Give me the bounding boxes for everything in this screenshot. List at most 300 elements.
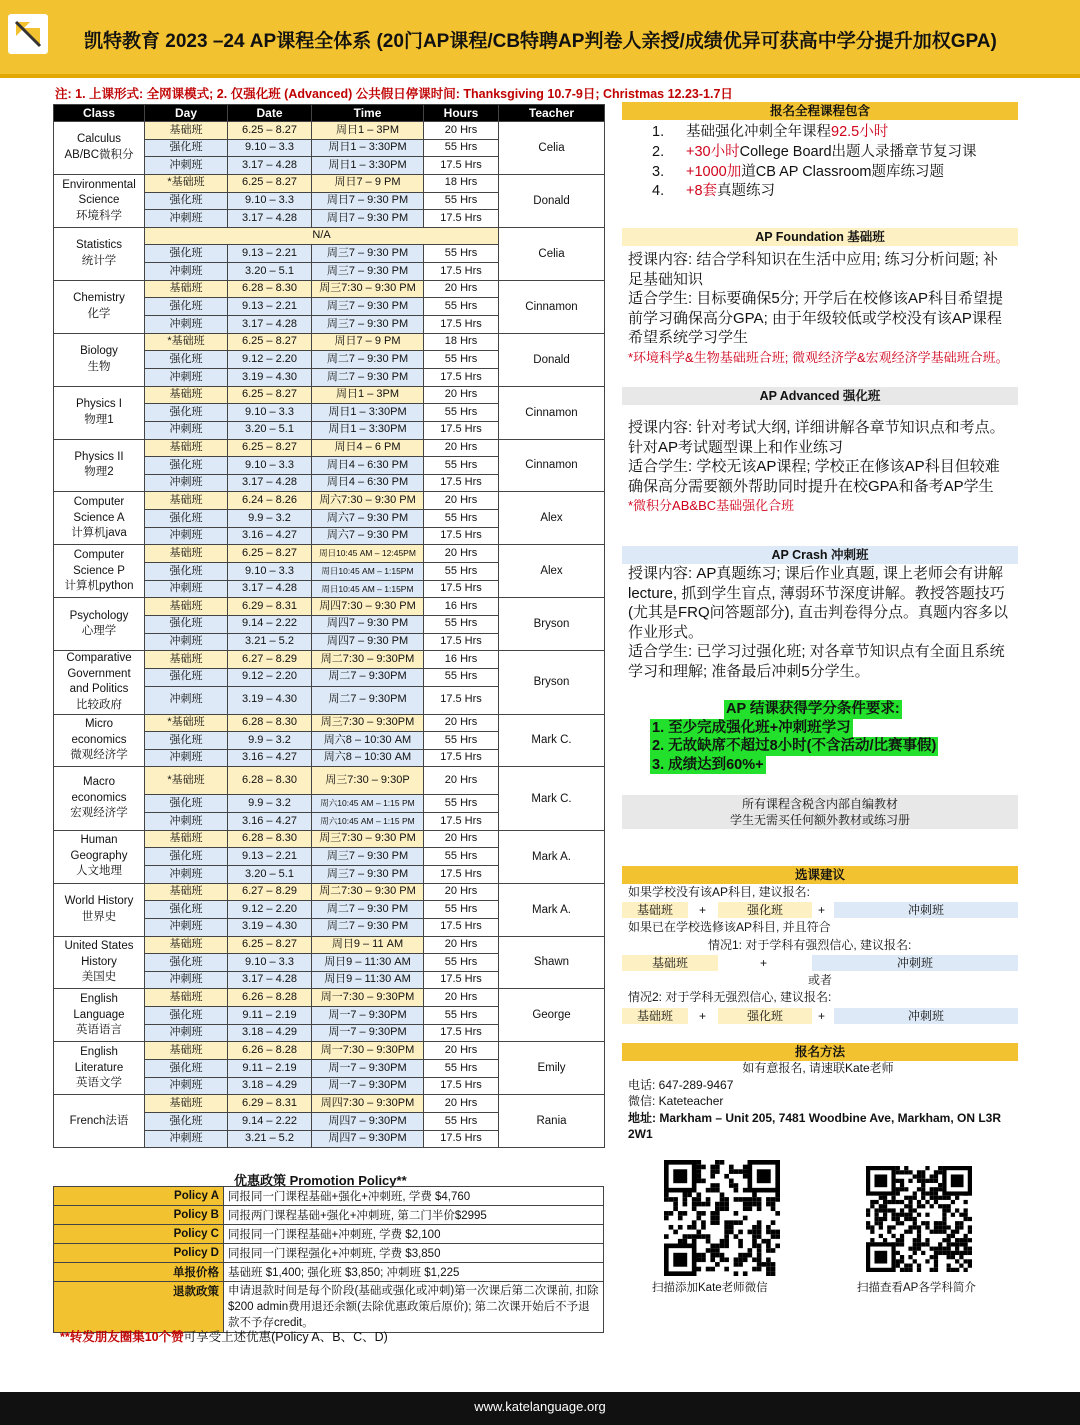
course-name-line: 计算机python bbox=[64, 580, 134, 593]
table-row bbox=[54, 227, 605, 245]
date-cell: 6.25 – 8.27 bbox=[228, 174, 312, 192]
course-name-line: 环境科学 bbox=[76, 209, 122, 222]
time-cell: 周二7 – 9:30 PM bbox=[312, 351, 424, 369]
course-name bbox=[54, 227, 145, 280]
teacher-name: Donald bbox=[499, 174, 605, 227]
hours-cell: 16 Hrs bbox=[424, 598, 499, 616]
date-cell: 6.25 – 8.27 bbox=[228, 386, 312, 404]
level-cell: 基础班 bbox=[145, 1042, 228, 1060]
date-cell: 6.28 – 8.30 bbox=[228, 767, 312, 795]
level-cell: *基础班 bbox=[145, 714, 228, 732]
hours-cell: 55 Hrs bbox=[424, 732, 499, 750]
level-cell: 基础班 bbox=[145, 883, 228, 901]
includes-item bbox=[652, 163, 977, 183]
foundation-desc bbox=[628, 250, 1012, 368]
date-cell: 9.10 – 3.3 bbox=[228, 192, 312, 210]
hours-cell: 55 Hrs bbox=[424, 1112, 499, 1130]
item-number: 1. bbox=[652, 124, 665, 140]
date-cell: 3.20 – 5.1 bbox=[228, 865, 312, 883]
hours-cell: 20 Hrs bbox=[424, 122, 499, 140]
level-cell: 冲刺班 bbox=[145, 210, 228, 228]
column-header: Class bbox=[54, 105, 145, 122]
date-cell: 6.25 – 8.27 bbox=[228, 545, 312, 563]
date-cell: 3.17 – 4.28 bbox=[228, 157, 312, 175]
level-cell: 基础班 bbox=[145, 545, 228, 563]
footer-url[interactable]: www.katelanguage.org bbox=[0, 1392, 1080, 1425]
teacher-name: Celia bbox=[499, 122, 605, 175]
foundation-fit: 适合学生: 目标要确保5分; 开学后在校修该AP科目希望提前学习确保高分GPA; 由于年级较低或学校没有该AP课程希望系统学习学生 bbox=[628, 290, 1004, 347]
hours-cell: 20 Hrs bbox=[424, 767, 499, 795]
course-name bbox=[54, 333, 145, 386]
hours-cell: 20 Hrs bbox=[424, 545, 499, 563]
level-cell: 基础班 bbox=[145, 492, 228, 510]
level-cell: 基础班 bbox=[145, 122, 228, 140]
level-cell: 强化班 bbox=[145, 1060, 228, 1078]
time-cell: 周日1 – 3:30PM bbox=[312, 139, 424, 157]
promotion-key: 退款政策 bbox=[54, 1282, 224, 1333]
teacher-name: Celia bbox=[499, 227, 605, 280]
hours-cell: 55 Hrs bbox=[424, 1060, 499, 1078]
includes-item bbox=[652, 182, 977, 202]
item-text: College Board出题人录播章节复习课 bbox=[739, 143, 977, 160]
hours-cell: 16 Hrs bbox=[424, 651, 499, 669]
time-cell: 周四7:30 – 9:30 PM bbox=[312, 598, 424, 616]
hours-cell: 17.5 Hrs bbox=[424, 865, 499, 883]
credit-requirements bbox=[650, 700, 1018, 774]
teacher-name: Cinnamon bbox=[499, 439, 605, 492]
includes-title: 报名全程课程包含 bbox=[622, 102, 1018, 120]
course-name-line: Macro bbox=[83, 776, 115, 789]
course-name-line: 世界史 bbox=[81, 910, 117, 923]
course-name-line: History bbox=[81, 955, 117, 968]
suggest-crash: 冲刺班 bbox=[834, 902, 1018, 918]
level-cell: *基础班 bbox=[145, 767, 228, 795]
time-cell: 周三7:30 – 9:30 PM bbox=[312, 830, 424, 848]
date-cell: 3.16 – 4.27 bbox=[228, 527, 312, 545]
item-highlight: 92.5小时 bbox=[831, 124, 889, 140]
hours-cell: 55 Hrs bbox=[424, 351, 499, 369]
course-name-line: 生物 bbox=[87, 360, 111, 373]
item-number: 4. bbox=[652, 183, 665, 200]
promotion-footnote-red: **转发朋友圈集10个赞 bbox=[60, 1330, 184, 1344]
item-text: 基础强化冲刺全年课程 bbox=[686, 124, 831, 140]
hours-cell: 17.5 Hrs bbox=[424, 686, 499, 714]
date-cell: 6.25 – 8.27 bbox=[228, 936, 312, 954]
time-cell: 周六7:30 – 9:30 PM bbox=[312, 492, 424, 510]
hours-cell: 17.5 Hrs bbox=[424, 263, 499, 281]
teacher-name: Cinnamon bbox=[499, 386, 605, 439]
teacher-name: Emily bbox=[499, 1042, 605, 1095]
level-cell: 冲刺班 bbox=[145, 918, 228, 936]
level-cell: 冲刺班 bbox=[145, 865, 228, 883]
level-cell: 强化班 bbox=[145, 404, 228, 422]
notice-text: 注: 1. 上课形式: 全网课模式; 2. 仅强化班 (Advanced) 公共假日停课时间: Thanksgiving 10.7-9日; Christmas 12.23-1.7日 bbox=[55, 87, 733, 101]
teacher-name: Shawn bbox=[499, 936, 605, 989]
time-cell: 周四7 – 9:30 PM bbox=[312, 633, 424, 651]
hours-cell: 17.5 Hrs bbox=[424, 1024, 499, 1042]
course-name-line: Science P bbox=[73, 564, 125, 577]
date-cell: 3.17 – 4.28 bbox=[228, 971, 312, 989]
level-cell: 冲刺班 bbox=[145, 157, 228, 175]
date-cell: 3.20 – 5.1 bbox=[228, 263, 312, 281]
date-cell: 6.29 – 8.31 bbox=[228, 1095, 312, 1113]
level-cell: 基础班 bbox=[145, 651, 228, 669]
level-cell: 冲刺班 bbox=[145, 971, 228, 989]
time-cell: 周六10:45 AM – 1:15 PM bbox=[312, 813, 424, 831]
date-cell: 6.28 – 8.30 bbox=[228, 830, 312, 848]
time-cell: 周二7 – 9:30 PM bbox=[312, 368, 424, 386]
column-header: Date bbox=[228, 105, 312, 122]
course-name-line: economics bbox=[71, 733, 127, 746]
hours-cell: 17.5 Hrs bbox=[424, 580, 499, 598]
time-cell: 周日7 – 9 PM bbox=[312, 333, 424, 351]
course-name-line: 物理1 bbox=[84, 413, 114, 426]
time-cell: 周日10:45 AM – 1:15PM bbox=[312, 563, 424, 581]
time-cell: 周二7 – 9:30PM bbox=[312, 686, 424, 714]
time-cell: 周四7 – 9:30PM bbox=[312, 1130, 424, 1148]
promotion-row bbox=[54, 1206, 604, 1225]
date-cell: 9.10 – 3.3 bbox=[228, 563, 312, 581]
table-row bbox=[54, 989, 605, 1007]
hours-cell: 55 Hrs bbox=[424, 245, 499, 263]
hours-cell: 20 Hrs bbox=[424, 1095, 499, 1113]
course-name-line: 美国史 bbox=[81, 971, 117, 984]
time-cell: 周日1 – 3:30PM bbox=[312, 157, 424, 175]
column-header: Day bbox=[145, 105, 228, 122]
date-cell: 6.26 – 8.28 bbox=[228, 989, 312, 1007]
hours-cell: 20 Hrs bbox=[424, 1042, 499, 1060]
date-cell: 3.16 – 4.27 bbox=[228, 813, 312, 831]
teacher-name: Mark A. bbox=[499, 830, 605, 883]
time-cell: 周三7:30 – 9:30P bbox=[312, 767, 424, 795]
time-cell: 周日4 – 6 PM bbox=[312, 439, 424, 457]
crash-desc bbox=[628, 564, 1012, 682]
time-cell: 周六7 – 9:30 PM bbox=[312, 527, 424, 545]
item-highlight: +1000加 bbox=[686, 163, 742, 180]
level-cell: 强化班 bbox=[145, 563, 228, 581]
includes-item bbox=[652, 143, 977, 163]
time-cell: 周日1 – 3PM bbox=[312, 386, 424, 404]
level-cell: 强化班 bbox=[145, 732, 228, 750]
suggest-advanced: 强化班 bbox=[718, 1008, 812, 1024]
time-cell: 周三7 – 9:30 PM bbox=[312, 848, 424, 866]
date-cell: 9.11 – 2.19 bbox=[228, 1060, 312, 1078]
course-name-line: Literature bbox=[74, 1061, 124, 1074]
promotion-row bbox=[54, 1225, 604, 1244]
foundation-content: 授课内容: 结合学科知识在生活中应用; 练习分析问题; 补足基础知识 bbox=[628, 251, 999, 288]
column-header: Time bbox=[312, 105, 424, 122]
course-name-line: 心理学 bbox=[81, 625, 117, 638]
course-name-line: AB/BC微积分 bbox=[64, 148, 134, 161]
time-cell: 周一7 – 9:30PM bbox=[312, 1024, 424, 1042]
table-row bbox=[54, 280, 605, 298]
time-cell: 周三7 – 9:30 PM bbox=[312, 316, 424, 334]
level-cell: 强化班 bbox=[145, 457, 228, 475]
hours-cell: 20 Hrs bbox=[424, 280, 499, 298]
table-row bbox=[54, 936, 605, 954]
hours-cell: 55 Hrs bbox=[424, 404, 499, 422]
course-name-line: United States bbox=[64, 940, 134, 953]
promotion-value: 同报两门课程基础+强化+冲刺班, 第二门半价$2995 bbox=[224, 1206, 604, 1225]
time-cell: 周三7 – 9:30 PM bbox=[312, 298, 424, 316]
qr1-caption: 扫描添加Kate老师微信 bbox=[652, 1282, 768, 1294]
time-cell: 周一7 – 9:30PM bbox=[312, 1077, 424, 1095]
contact-title: 报名方法 bbox=[622, 1043, 1018, 1061]
hours-cell: 17.5 Hrs bbox=[424, 1077, 499, 1095]
course-name bbox=[54, 714, 145, 767]
table-row bbox=[54, 1042, 605, 1060]
teacher-name: George bbox=[499, 989, 605, 1042]
advanced-title: AP Advanced 强化班 bbox=[622, 387, 1018, 405]
column-header: Hours bbox=[424, 105, 499, 122]
suggest-basic: 基础班 bbox=[622, 902, 688, 918]
hours-cell: 55 Hrs bbox=[424, 1007, 499, 1025]
hours-cell: 18 Hrs bbox=[424, 333, 499, 351]
materials-line: 学生无需买任何额外教材或练习册 bbox=[729, 813, 910, 827]
date-cell: 9.10 – 3.3 bbox=[228, 457, 312, 475]
wechat-qr-code[interactable] bbox=[664, 1160, 780, 1276]
credit-title: AP 结课获得学分条件要求: bbox=[726, 701, 900, 717]
course-name-line: economics bbox=[71, 791, 127, 804]
time-cell: 周四7 – 9:30 PM bbox=[312, 615, 424, 633]
hours-cell: 55 Hrs bbox=[424, 848, 499, 866]
credit-item: 1. 至少完成强化班+冲刺班学习 bbox=[652, 719, 851, 736]
level-cell: 基础班 bbox=[145, 280, 228, 298]
time-cell: 周一7:30 – 9:30PM bbox=[312, 989, 424, 1007]
suggestion-line: 如果学校没有该AP科目, 建议报名: bbox=[628, 885, 811, 899]
date-cell: 3.16 – 4.27 bbox=[228, 749, 312, 767]
hours-cell: 20 Hrs bbox=[424, 989, 499, 1007]
promotion-value: 同报同一门课程基础+强化+冲刺班, 学费 $4,760 bbox=[224, 1187, 604, 1206]
course-name-line: Calculus bbox=[76, 133, 122, 146]
table-row bbox=[54, 386, 605, 404]
hours-cell: 18 Hrs bbox=[424, 174, 499, 192]
date-cell: 3.19 – 4.30 bbox=[228, 918, 312, 936]
promotion-value: 申请退款时间是每个阶段(基础或强化或冲刺)第一次课后第二次课前, 扣除$200 admin费用退还余额(去除优惠政策后原价); 第二次课开始后不予退款不予存credit。 bbox=[224, 1282, 604, 1333]
hours-cell: 20 Hrs bbox=[424, 714, 499, 732]
includes-list bbox=[652, 123, 977, 202]
date-cell: 9.9 – 3.2 bbox=[228, 795, 312, 813]
hours-cell: 55 Hrs bbox=[424, 298, 499, 316]
date-cell: 6.27 – 8.29 bbox=[228, 651, 312, 669]
contact-info bbox=[628, 1060, 1008, 1143]
course-name-line: Physics II bbox=[74, 450, 124, 463]
time-cell: 周六8 – 10:30 AM bbox=[312, 749, 424, 767]
plus-sign: + bbox=[818, 903, 826, 917]
subjects-qr-code[interactable] bbox=[866, 1166, 972, 1272]
course-name-line: World History bbox=[64, 895, 134, 908]
time-cell: 周六8 – 10:30 AM bbox=[312, 732, 424, 750]
column-header: Teacher bbox=[499, 105, 605, 122]
level-cell: 强化班 bbox=[145, 668, 228, 686]
page-title: 凯特教育 2023 –24 AP课程全体系 (20门AP课程/CB特聘AP判卷人亲授/成绩优异可获高中学分提升加权GPA) bbox=[84, 31, 997, 52]
hours-cell: 17.5 Hrs bbox=[424, 633, 499, 651]
table-row bbox=[54, 714, 605, 732]
table-row bbox=[54, 122, 605, 140]
level-cell: 冲刺班 bbox=[145, 580, 228, 598]
course-name bbox=[54, 598, 145, 651]
course-name bbox=[54, 1042, 145, 1095]
table-row bbox=[54, 767, 605, 795]
date-cell: 6.26 – 8.28 bbox=[228, 1042, 312, 1060]
time-cell: 周日7 – 9:30 PM bbox=[312, 192, 424, 210]
table-row bbox=[54, 545, 605, 563]
level-cell: 强化班 bbox=[145, 351, 228, 369]
qr2-caption: 扫描查看AP各学科简介 bbox=[857, 1282, 976, 1294]
teacher-name: Cinnamon bbox=[499, 280, 605, 333]
level-cell: *基础班 bbox=[145, 174, 228, 192]
date-cell: 9.13 – 2.21 bbox=[228, 298, 312, 316]
date-cell: 6.25 – 8.27 bbox=[228, 122, 312, 140]
suggest-basic: 基础班 bbox=[622, 955, 718, 971]
hours-cell: 55 Hrs bbox=[424, 901, 499, 919]
level-cell: 基础班 bbox=[145, 1095, 228, 1113]
course-name-line: Comparative bbox=[66, 652, 132, 665]
course-name-line: 统计学 bbox=[81, 254, 117, 267]
promotion-key: Policy C bbox=[54, 1225, 224, 1244]
date-cell: 3.19 – 4.30 bbox=[228, 368, 312, 386]
date-cell: 3.20 – 5.1 bbox=[228, 421, 312, 439]
date-cell: 3.21 – 5.2 bbox=[228, 1130, 312, 1148]
hours-cell: 55 Hrs bbox=[424, 954, 499, 972]
hours-cell: 20 Hrs bbox=[424, 830, 499, 848]
course-name-line: Physics I bbox=[75, 398, 122, 411]
course-name-line: Science A bbox=[73, 511, 125, 524]
level-cell: 冲刺班 bbox=[145, 474, 228, 492]
table-row bbox=[54, 598, 605, 616]
level-cell: 冲刺班 bbox=[145, 1130, 228, 1148]
level-cell: 冲刺班 bbox=[145, 686, 228, 714]
course-name-line: 微观经济学 bbox=[70, 749, 128, 762]
time-cell: 周六7 – 9:30 PM bbox=[312, 510, 424, 528]
foundation-title: AP Foundation 基础班 bbox=[622, 228, 1018, 246]
advanced-fit: 适合学生: 学校无该AP课程; 学校正在修该AP科目但较难确保高分需要额外帮助同时提升在校GPA和备考AP学生 bbox=[628, 458, 1000, 495]
hours-cell: 55 Hrs bbox=[424, 510, 499, 528]
level-cell: 基础班 bbox=[145, 830, 228, 848]
date-cell: 3.18 – 4.29 bbox=[228, 1024, 312, 1042]
teacher-name: Donald bbox=[499, 333, 605, 386]
course-name bbox=[54, 386, 145, 439]
promotion-row bbox=[54, 1187, 604, 1206]
course-name bbox=[54, 545, 145, 598]
course-name-line: 宏观经济学 bbox=[70, 807, 128, 820]
level-cell: 冲刺班 bbox=[145, 263, 228, 281]
credit-item: 2. 无故缺席不超过8小时(不含活动/比赛事假) bbox=[652, 738, 937, 754]
date-cell: 9.10 – 3.3 bbox=[228, 954, 312, 972]
na-cell: N/A bbox=[145, 227, 499, 245]
course-name-line: Chemistry bbox=[73, 292, 125, 305]
course-name-line: English bbox=[80, 993, 118, 1006]
time-cell: 周二7:30 – 9:30 PM bbox=[312, 883, 424, 901]
time-cell: 周二7:30 – 9:30PM bbox=[312, 651, 424, 669]
table-row bbox=[54, 439, 605, 457]
date-cell: 3.17 – 4.28 bbox=[228, 580, 312, 598]
hours-cell: 20 Hrs bbox=[424, 936, 499, 954]
promotion-footnote bbox=[60, 1327, 388, 1345]
course-name-line: and Politics bbox=[69, 683, 129, 696]
date-cell: 3.18 – 4.29 bbox=[228, 1077, 312, 1095]
promotion-title: 优惠政策 Promotion Policy** bbox=[234, 1173, 407, 1188]
suggestion-title: 选课建议 bbox=[622, 866, 1018, 884]
materials-line: 所有课程含税含内部自编教材 bbox=[741, 797, 898, 811]
time-cell: 周四7 – 9:30PM bbox=[312, 1112, 424, 1130]
time-cell: 周四7:30 – 9:30PM bbox=[312, 1095, 424, 1113]
date-cell: 9.10 – 3.3 bbox=[228, 139, 312, 157]
course-name-line: Psychology bbox=[69, 609, 129, 622]
table-row bbox=[54, 1095, 605, 1113]
teacher-name: Bryson bbox=[499, 651, 605, 714]
time-cell: 周日1 – 3PM bbox=[312, 122, 424, 140]
course-name-line: 比较政府 bbox=[76, 698, 122, 711]
hours-cell: 17.5 Hrs bbox=[424, 210, 499, 228]
promotion-footnote-text: 可享受上述优惠(Policy A、B、C、D) bbox=[183, 1330, 388, 1344]
date-cell: 9.12 – 2.20 bbox=[228, 668, 312, 686]
date-cell: 6.29 – 8.31 bbox=[228, 598, 312, 616]
promotion-key: 单报价格 bbox=[54, 1263, 224, 1282]
advanced-desc bbox=[628, 418, 1012, 516]
date-cell: 3.17 – 4.28 bbox=[228, 316, 312, 334]
level-cell: 基础班 bbox=[145, 936, 228, 954]
suggest-crash: 冲刺班 bbox=[834, 1008, 1018, 1024]
course-name bbox=[54, 1095, 145, 1148]
time-cell: 周一7 – 9:30PM bbox=[312, 1007, 424, 1025]
course-name bbox=[54, 651, 145, 714]
teacher-name: Alex bbox=[499, 545, 605, 598]
course-name-line: English bbox=[80, 1046, 118, 1059]
course-name-line: 物理2 bbox=[84, 466, 114, 479]
course-name-line: 英语语言 bbox=[76, 1024, 122, 1037]
promotion-table bbox=[53, 1186, 604, 1333]
course-name-line: Biology bbox=[80, 345, 118, 358]
hours-cell: 55 Hrs bbox=[424, 192, 499, 210]
hours-cell: 55 Hrs bbox=[424, 563, 499, 581]
level-cell: 强化班 bbox=[145, 1007, 228, 1025]
level-cell: 强化班 bbox=[145, 510, 228, 528]
course-name bbox=[54, 280, 145, 333]
date-cell: 6.28 – 8.30 bbox=[228, 714, 312, 732]
level-cell: 冲刺班 bbox=[145, 527, 228, 545]
date-cell: 9.9 – 3.2 bbox=[228, 510, 312, 528]
course-name bbox=[54, 492, 145, 545]
level-cell: 强化班 bbox=[145, 245, 228, 263]
level-cell: 强化班 bbox=[145, 954, 228, 972]
date-cell: 9.12 – 2.20 bbox=[228, 901, 312, 919]
suggest-crash: 冲刺班 bbox=[812, 955, 1018, 971]
table-row bbox=[54, 883, 605, 901]
date-cell: 3.17 – 4.28 bbox=[228, 210, 312, 228]
suggest-basic: 基础班 bbox=[622, 1008, 688, 1024]
hours-cell: 17.5 Hrs bbox=[424, 1130, 499, 1148]
course-name bbox=[54, 122, 145, 175]
plus-sign: + bbox=[760, 956, 768, 970]
promotion-value: 同报同一门课程强化+冲刺班, 学费 $3,850 bbox=[224, 1244, 604, 1263]
course-name bbox=[54, 936, 145, 989]
time-cell: 周日4 – 6:30 PM bbox=[312, 474, 424, 492]
time-cell: 周六10:45 AM – 1:15 PM bbox=[312, 795, 424, 813]
course-name-line: 英语文学 bbox=[76, 1077, 122, 1090]
suggest-advanced: 强化班 bbox=[718, 902, 812, 918]
time-cell: 周日9 – 11:30 AM bbox=[312, 954, 424, 972]
credit-item: 3. 成绩达到60%+ bbox=[652, 756, 764, 773]
time-cell: 周日4 – 6:30 PM bbox=[312, 457, 424, 475]
level-cell: 基础班 bbox=[145, 989, 228, 1007]
hours-cell: 20 Hrs bbox=[424, 439, 499, 457]
plus-sign: + bbox=[818, 1009, 826, 1023]
date-cell: 9.13 – 2.21 bbox=[228, 848, 312, 866]
course-name-line: Micro bbox=[84, 718, 114, 731]
level-cell: 强化班 bbox=[145, 1112, 228, 1130]
item-number: 2. bbox=[652, 143, 665, 160]
